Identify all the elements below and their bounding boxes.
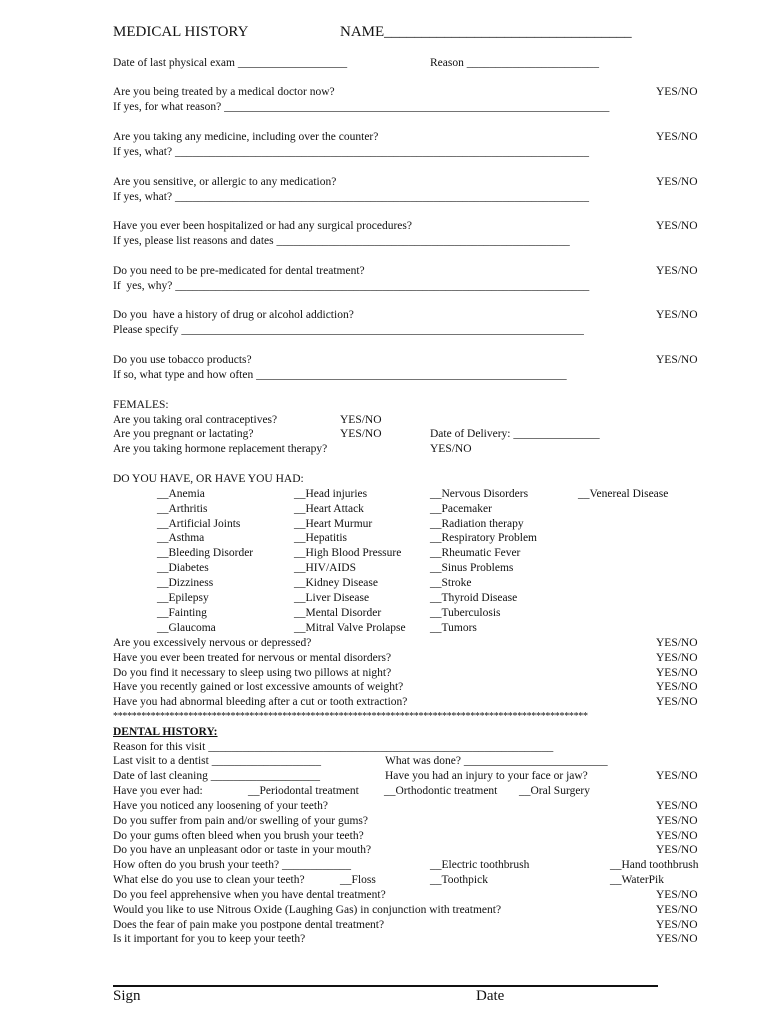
condition-checkbox[interactable]: __Epilepsy: [157, 592, 209, 604]
yes-no-option[interactable]: YES/NO: [656, 637, 698, 649]
dental-history-heading: DENTAL HISTORY:: [113, 726, 218, 738]
yes-no-option[interactable]: YES/NO: [656, 86, 698, 98]
question-clean-teeth: What else do you use to clean your teeth?: [113, 874, 305, 886]
condition-checkbox[interactable]: __Anemia: [157, 488, 205, 500]
question-apprehensive: Do you feel apprehensive when you have dental treatment?: [113, 889, 386, 901]
question-addiction: Do you have a history of drug or alcohol addiction?: [113, 309, 354, 321]
yes-no-option[interactable]: YES/NO: [656, 904, 698, 916]
yes-no-option[interactable]: YES/NO: [656, 800, 698, 812]
condition-checkbox[interactable]: __Nervous Disorders: [430, 488, 529, 500]
condition-checkbox[interactable]: __Hepatitis: [294, 532, 348, 544]
condition-checkbox[interactable]: __Thyroid Disease: [430, 592, 518, 604]
condition-checkbox[interactable]: __Respiratory Problem: [430, 532, 537, 544]
condition-checkbox[interactable]: __Stroke: [430, 577, 472, 589]
name-field[interactable]: NAME_________________________________: [340, 24, 632, 40]
condition-checkbox[interactable]: __Liver Disease: [294, 592, 370, 604]
condition-checkbox[interactable]: __Rheumatic Fever: [430, 547, 521, 559]
question-mental-disorders: Have you ever been treated for nervous or mental disorders?: [113, 652, 392, 664]
followup-field[interactable]: If yes, why? ________________________________________________________________________: [113, 280, 590, 292]
question-treated-by-doctor: Are you being treated by a medical doctor now?: [113, 86, 335, 98]
date-label: Date: [476, 988, 505, 1004]
condition-checkbox[interactable]: __Pacemaker: [430, 503, 492, 515]
condition-checkbox[interactable]: __Heart Murmur: [294, 518, 373, 530]
question-loosening: Have you noticed any loosening of your teeth?: [113, 800, 328, 812]
condition-checkbox[interactable]: __Sinus Problems: [430, 562, 514, 574]
question-weight-change: Have you recently gained or lost excessive amounts of weight?: [113, 681, 404, 693]
waterpik-checkbox[interactable]: __WaterPik: [610, 874, 665, 886]
condition-checkbox[interactable]: __Arthritis: [157, 503, 208, 515]
question-oral-contraceptives: Are you taking oral contraceptives?: [113, 414, 278, 426]
condition-checkbox[interactable]: __Heart Attack: [294, 503, 364, 515]
question-allergic: Are you sensitive, or allergic to any medication?: [113, 176, 337, 188]
question-abnormal-bleeding: Have you had abnormal bleeding after a cut or tooth extraction?: [113, 696, 408, 708]
yes-no-option[interactable]: YES/NO: [656, 131, 698, 143]
hand-toothbrush-checkbox[interactable]: __Hand toothbrush: [610, 859, 699, 871]
condition-checkbox[interactable]: __Dizziness: [157, 577, 214, 589]
last-dentist-visit-field[interactable]: Last visit to a dentist ___________________: [113, 755, 321, 767]
condition-checkbox[interactable]: __Diabetes: [157, 562, 209, 574]
females-heading: FEMALES:: [113, 399, 169, 411]
condition-checkbox[interactable]: __Venereal Disease: [578, 488, 669, 500]
condition-checkbox[interactable]: __Tuberculosis: [430, 607, 501, 619]
exam-reason-field[interactable]: Reason _______________________: [430, 57, 599, 69]
followup-field[interactable]: Please specify ______________________________________________________________________: [113, 324, 584, 336]
question-fear-of-pain: Does the fear of pain make you postpone dental treatment?: [113, 919, 385, 931]
yes-no-option[interactable]: YES/NO: [430, 443, 472, 455]
yes-no-option[interactable]: YES/NO: [656, 933, 698, 945]
condition-checkbox[interactable]: __Mental Disorder: [294, 607, 382, 619]
yes-no-option[interactable]: YES/NO: [656, 176, 698, 188]
oral-surgery-checkbox[interactable]: __Oral Surgery: [519, 785, 591, 797]
question-pregnant: Are you pregnant or lactating?: [113, 428, 254, 440]
yes-no-option[interactable]: YES/NO: [656, 220, 698, 232]
yes-no-option[interactable]: YES/NO: [340, 428, 382, 440]
question-tobacco: Do you use tobacco products?: [113, 354, 252, 366]
section-divider: *****************************************************************************************************: [113, 711, 588, 722]
question-pre-medicated: Do you need to be pre-medicated for dental treatment?: [113, 265, 365, 277]
toothpick-checkbox[interactable]: __Toothpick: [430, 874, 488, 886]
last-physical-exam-field[interactable]: Date of last physical exam ___________________: [113, 57, 348, 69]
ever-had-label: Have you ever had:: [113, 785, 203, 797]
question-hormone-therapy: Are you taking hormone replacement therapy?: [113, 443, 328, 455]
periodontal-checkbox[interactable]: __Periodontal treatment: [248, 785, 359, 797]
condition-checkbox[interactable]: __Head injuries: [294, 488, 368, 500]
question-two-pillows: Do you find it necessary to sleep using two pillows at night?: [113, 667, 392, 679]
yes-no-option[interactable]: YES/NO: [656, 889, 698, 901]
question-injury: Have you had an injury to your face or jaw?: [385, 770, 588, 782]
yes-no-option[interactable]: YES/NO: [340, 414, 382, 426]
yes-no-option[interactable]: YES/NO: [656, 309, 698, 321]
yes-no-option[interactable]: YES/NO: [656, 815, 698, 827]
yes-no-option[interactable]: YES/NO: [656, 844, 698, 856]
followup-field[interactable]: If so, what type and how often ______________________________________________________: [113, 369, 567, 381]
followup-field[interactable]: If yes, please list reasons and dates ___________________________________________________: [113, 235, 570, 247]
followup-field[interactable]: If yes, what? ________________________________________________________________________: [113, 191, 589, 203]
question-odor: Do you have an unpleasant odor or taste in your mouth?: [113, 844, 372, 856]
condition-checkbox[interactable]: __Tumors: [430, 622, 477, 634]
condition-checkbox[interactable]: __Mitral Valve Prolapse: [294, 622, 406, 634]
electric-toothbrush-checkbox[interactable]: __Electric toothbrush: [430, 859, 530, 871]
yes-no-option[interactable]: YES/NO: [656, 681, 698, 693]
brush-frequency-field[interactable]: How often do you brush your teeth? ____________: [113, 859, 351, 871]
question-taking-medicine: Are you taking any medicine, including over the counter?: [113, 131, 379, 143]
condition-checkbox[interactable]: __High Blood Pressure: [294, 547, 402, 559]
signature-line[interactable]: [113, 985, 658, 987]
form-title: MEDICAL HISTORY: [113, 24, 249, 40]
condition-checkbox[interactable]: __Kidney Disease: [294, 577, 378, 589]
condition-checkbox[interactable]: __Asthma: [157, 532, 205, 544]
yes-no-option[interactable]: YES/NO: [656, 652, 698, 664]
condition-checkbox[interactable]: __Artificial Joints: [157, 518, 241, 530]
yes-no-option[interactable]: YES/NO: [656, 770, 698, 782]
followup-field[interactable]: If yes, for what reason? ___________________________________________________________________: [113, 101, 610, 113]
condition-checkbox[interactable]: __Radiation therapy: [430, 518, 524, 530]
question-hospitalized: Have you ever been hospitalized or had any surgical procedures?: [113, 220, 412, 232]
question-gum-pain: Do you suffer from pain and/or swelling of your gums?: [113, 815, 368, 827]
conditions-heading: DO YOU HAVE, OR HAVE YOU HAD:: [113, 473, 304, 485]
last-cleaning-field[interactable]: Date of last cleaning ___________________: [113, 770, 320, 782]
yes-no-option[interactable]: YES/NO: [656, 696, 698, 708]
yes-no-option[interactable]: YES/NO: [656, 354, 698, 366]
followup-field[interactable]: If yes, what? ________________________________________________________________________: [113, 146, 589, 158]
yes-no-option[interactable]: YES/NO: [656, 265, 698, 277]
question-nitrous-oxide: Would you like to use Nitrous Oxide (Laughing Gas) in conjunction with treatment?: [113, 904, 502, 916]
condition-checkbox[interactable]: __Glaucoma: [157, 622, 216, 634]
yes-no-option[interactable]: YES/NO: [656, 667, 698, 679]
sign-label: Sign: [113, 988, 141, 1004]
condition-checkbox[interactable]: __Bleeding Disorder: [157, 547, 254, 559]
what-was-done-field[interactable]: What was done? _________________________: [385, 755, 608, 767]
orthodontic-checkbox[interactable]: __Orthodontic treatment: [384, 785, 498, 797]
date-of-delivery-field[interactable]: Date of Delivery: _______________: [430, 428, 600, 440]
condition-checkbox[interactable]: __HIV/AIDS: [294, 562, 356, 574]
condition-checkbox[interactable]: __Fainting: [157, 607, 207, 619]
floss-checkbox[interactable]: __Floss: [340, 874, 376, 886]
visit-reason-field[interactable]: Reason for this visit ____________________________________________________________: [113, 741, 554, 753]
question-gum-bleed: Do your gums often bleed when you brush your teeth?: [113, 830, 364, 842]
yes-no-option[interactable]: YES/NO: [656, 919, 698, 931]
yes-no-option[interactable]: YES/NO: [656, 830, 698, 842]
question-nervous: Are you excessively nervous or depressed?: [113, 637, 312, 649]
question-keep-teeth: Is it important for you to keep your teeth?: [113, 933, 306, 945]
